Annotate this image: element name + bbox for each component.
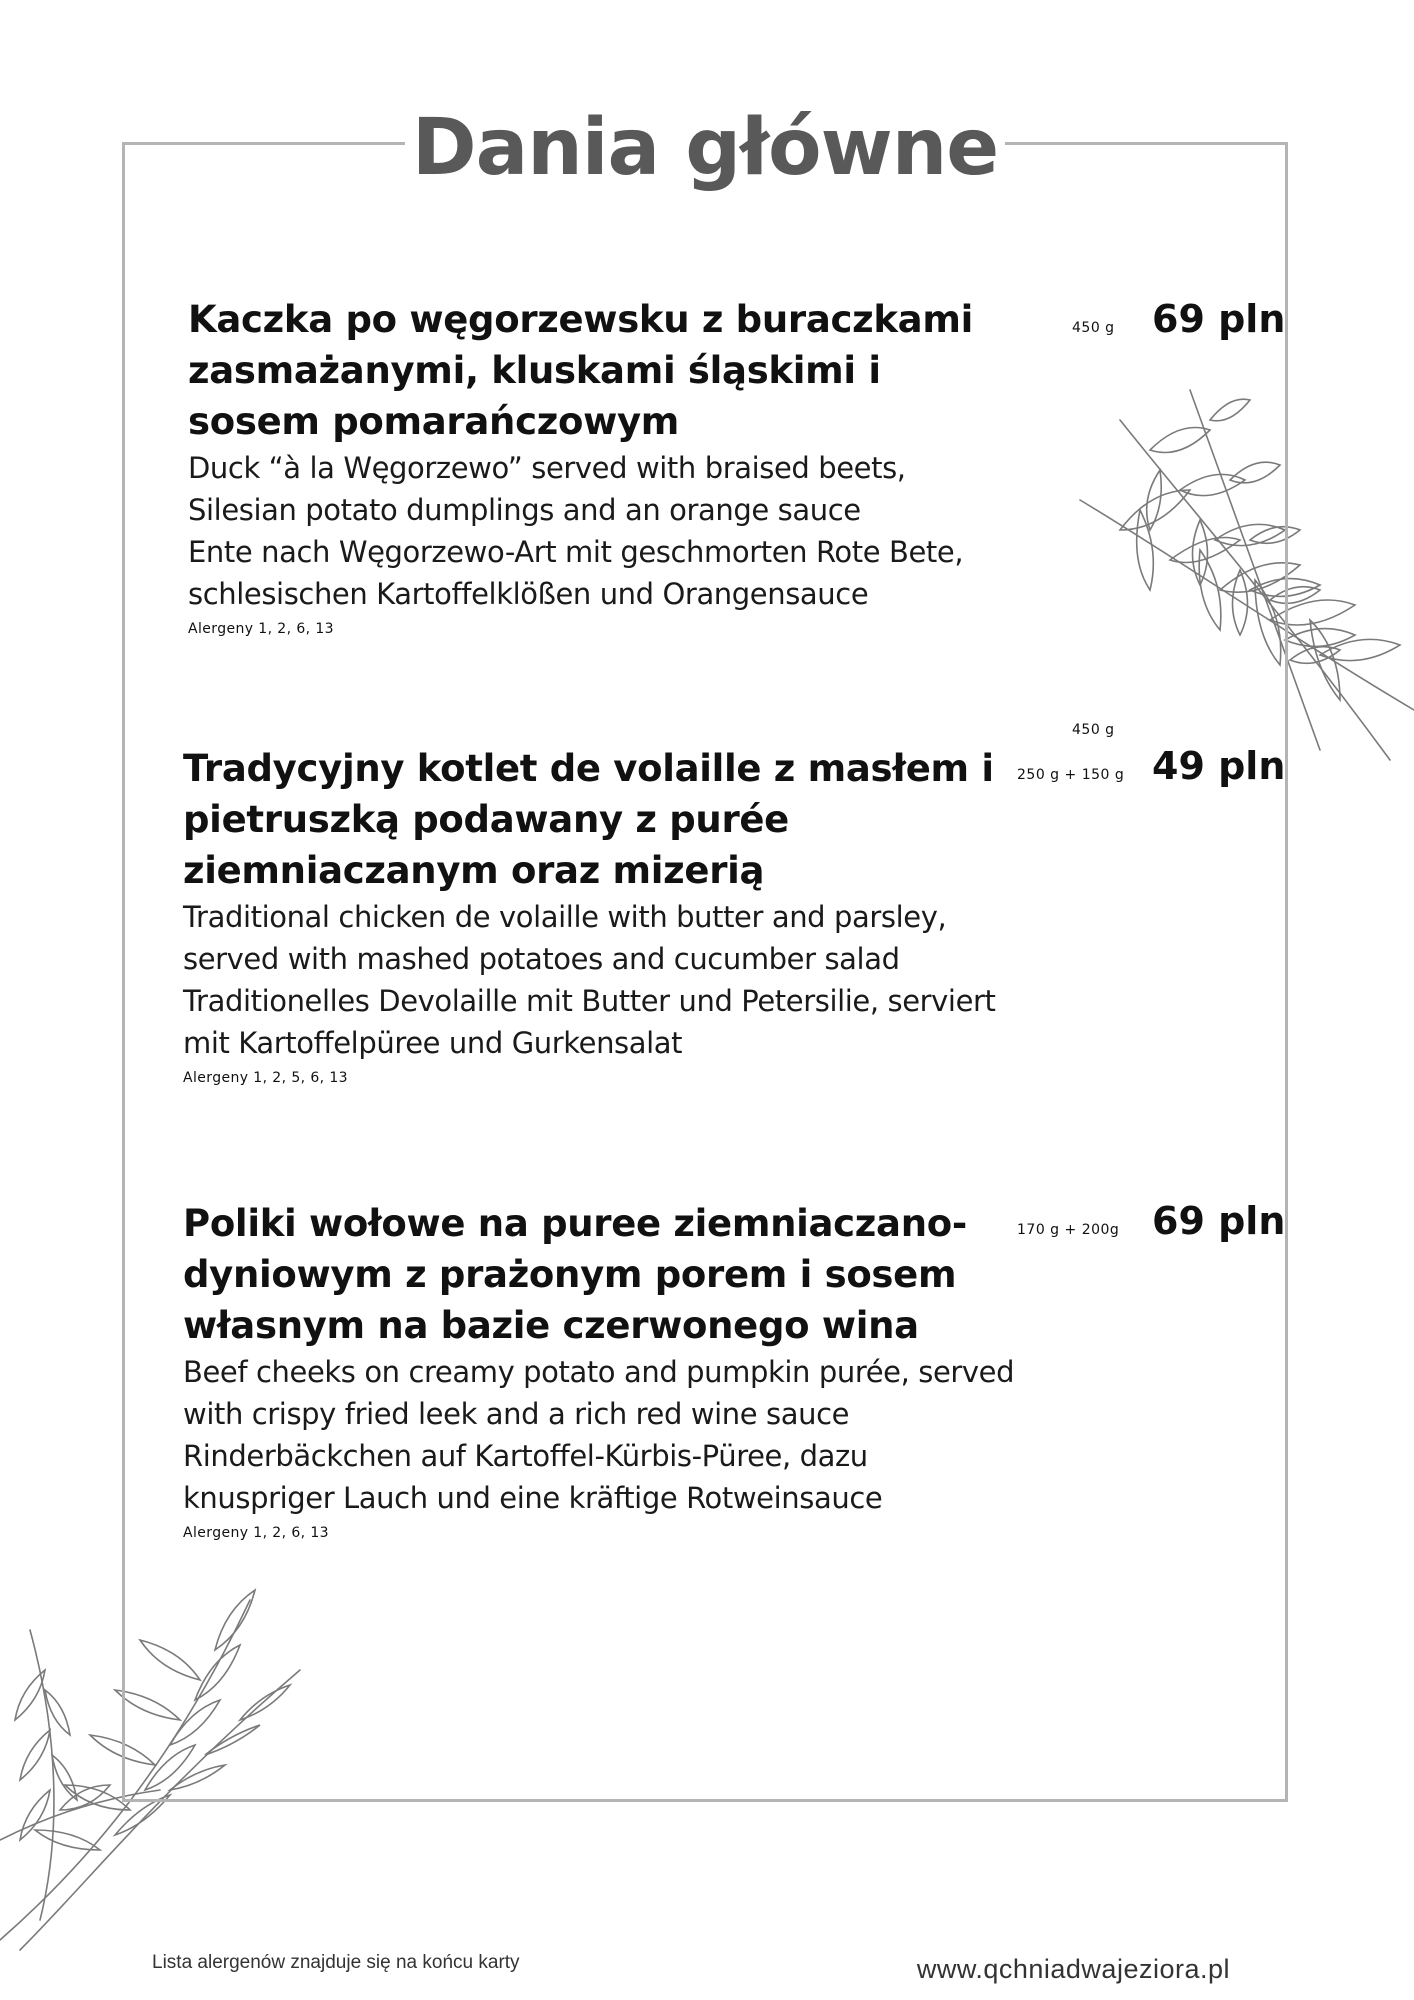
dish-price: 69 pln (1152, 1199, 1286, 1243)
dish-name: Poliki wołowe na puree ziemniaczano-dyniowym z prażonym porem i sosem własnym na bazie czerwonego wina (183, 1202, 967, 1347)
dish-description-en: Beef cheeks on creamy potato and pumpkin purée, served with crispy fried leek and a rich red wine sauce (183, 1355, 1015, 1431)
dish-description-en: Duck “à la Węgorzewo” served with braised beets, Silesian potato dumplings and an orange sauce (188, 451, 906, 527)
dish-name: Tradycyjny kotlet de volaille z masłem i pietruszką podawany z purée ziemniaczanym oraz mizerią (183, 747, 994, 892)
allergen-list-note: Lista alergenów znajduje się na końcu karty (152, 1952, 520, 1973)
dish-item (183, 743, 1023, 1086)
page-title: Dania główne (411, 103, 999, 193)
dish-weight: 250 g + 150 g (1017, 767, 1125, 783)
dish-weight-total: 450 g (1072, 722, 1115, 738)
dish-description-de: Ente nach Węgorzewo-Art mit geschmorten Rote Bete, schlesischen Kartoffelklößen und Orangensauce (188, 535, 964, 611)
dish-weight: 170 g + 200g (1017, 1222, 1120, 1238)
dish-allergens: Alergeny 1, 2, 6, 13 (183, 1525, 329, 1541)
dish-weight: 450 g (1072, 320, 1115, 336)
dish-description-de: Traditionelles Devolaille mit Butter und Petersilie, serviert mit Kartoffelpüree und Gurkensalat (183, 984, 996, 1060)
dish-price: 69 pln (1152, 297, 1286, 341)
dish-description-de: Rinderbäckchen auf Kartoffel-Kürbis-Püree, dazu knuspriger Lauch und eine kräftige Rotweinsauce (183, 1439, 883, 1515)
dish-price: 49 pln (1152, 744, 1286, 788)
dish-name: Kaczka po węgorzewsku z buraczkami zasmażanymi, kluskami śląskimi i sosem pomarańczowym (188, 298, 973, 443)
website-link[interactable]: www.qchniadwajeziora.pl (916, 1954, 1230, 1984)
dish-allergens: Alergeny 1, 2, 5, 6, 13 (183, 1070, 348, 1086)
dish-allergens: Alergeny 1, 2, 6, 13 (188, 621, 334, 637)
dish-item (188, 294, 1008, 637)
dish-item (183, 1198, 1023, 1541)
dish-description-en: Traditional chicken de volaille with butter and parsley, served with mashed potatoes and cucumber salad (183, 900, 947, 976)
page-title-container (405, 98, 1005, 198)
